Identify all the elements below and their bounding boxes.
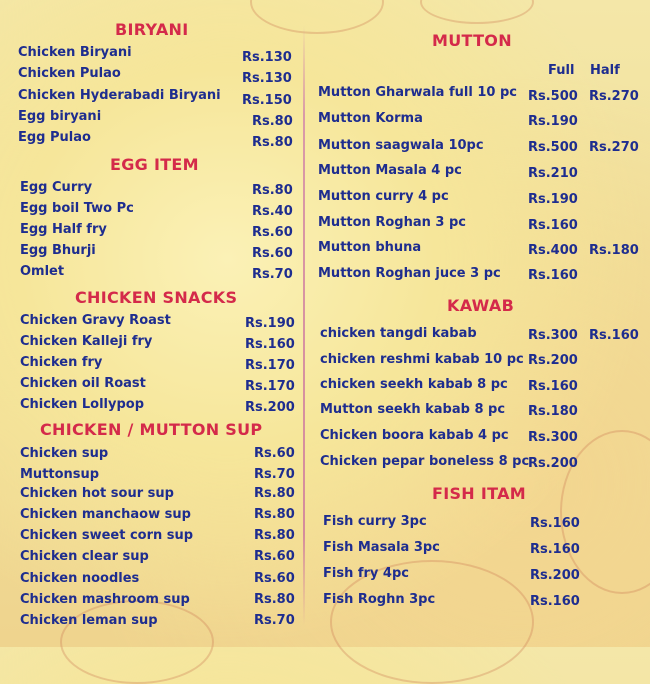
menu-item-name: Chicken hot sour sup (20, 486, 174, 501)
menu-item-name: Omlet (20, 264, 65, 279)
menu-item-price: Rs.200 (530, 568, 580, 583)
menu-item-price: Rs.70 (254, 613, 295, 628)
menu-item-price: Rs.70 (252, 267, 293, 282)
menu-item-name: Fish fry 4pc (323, 566, 409, 581)
section-title-chicken-snacks: CHICKEN SNACKS (75, 288, 238, 307)
menu-item-price: Rs.70 (254, 467, 295, 482)
menu-item-name: Mutton Roghan 3 pc (318, 215, 466, 230)
menu-item-name: Muttonsup (20, 467, 100, 482)
menu-item-name: Egg Curry (20, 180, 93, 195)
menu-item-price: Rs.80 (254, 507, 295, 522)
menu-item-name: Chicken pepar boneless 8 pc (320, 454, 530, 469)
menu-item-price: Rs.190 (245, 316, 295, 331)
menu-item-price-full: Rs.300 (528, 430, 578, 445)
menu-item-name: Chicken Biryani (18, 45, 132, 60)
menu-item-name: Chicken clear sup (20, 549, 149, 564)
section-title-biryani: BIRYANI (115, 20, 189, 39)
menu-item-price-full: Rs.160 (528, 268, 578, 283)
menu-item-name: Fish Masala 3pc (323, 540, 440, 555)
menu-item-price: Rs.60 (252, 225, 293, 240)
menu-item-price-full: Rs.400 (528, 243, 578, 258)
section-title-kawab: KAWAB (447, 296, 515, 315)
column-divider (303, 25, 305, 625)
menu-item-price-full: Rs.190 (528, 114, 578, 129)
menu-item-name: Chicken manchaow sup (20, 507, 191, 522)
menu-item-name: Egg boil Two Pc (20, 201, 134, 216)
menu-item-price-full: Rs.200 (528, 456, 578, 471)
full-column-header: Full (548, 63, 575, 78)
menu-item-price-half: Rs.270 (589, 140, 639, 155)
menu-item-name: Chicken Gravy Roast (20, 313, 171, 328)
menu-item-price-full: Rs.160 (528, 379, 578, 394)
menu-item-name: Mutton seekh kabab 8 pc (320, 402, 506, 417)
menu-item-name: chicken tangdi kabab (320, 326, 477, 341)
menu-item-name: Mutton Korma (318, 111, 423, 126)
menu-item-name: Mutton Gharwala full 10 pc (318, 85, 517, 100)
menu-item-price: Rs.80 (254, 592, 295, 607)
menu-item-price-full: Rs.200 (528, 353, 578, 368)
menu-item-name: Chicken sweet corn sup (20, 528, 194, 543)
menu-item-name: Chicken oil Roast (20, 376, 146, 391)
menu-item-name: Chicken fry (20, 355, 103, 370)
menu-item-price: Rs.160 (245, 337, 295, 352)
menu-item-price: Rs.170 (245, 379, 295, 394)
menu-item-price: Rs.80 (252, 183, 293, 198)
menu-item-name: Mutton Masala 4 pc (318, 163, 462, 178)
menu-item-price-full: Rs.160 (528, 218, 578, 233)
menu-item-price-full: Rs.190 (528, 192, 578, 207)
menu-item-name: Chicken Pulao (18, 66, 121, 81)
menu-item-name: chicken seekh kabab 8 pc (320, 377, 508, 392)
menu-item-price-full: Rs.210 (528, 166, 578, 181)
menu-item-price: Rs.160 (530, 542, 580, 557)
menu-item-price: Rs.160 (530, 516, 580, 531)
menu-item-name: Chicken Lollypop (20, 397, 144, 412)
menu-item-price: Rs.80 (254, 486, 295, 501)
menu-item-name: Mutton saagwala 10pc (318, 138, 484, 153)
menu-item-price-half: Rs.160 (589, 328, 639, 343)
section-title-mutton: MUTTON (432, 31, 512, 50)
menu-item-name: Fish Roghn 3pc (323, 592, 436, 607)
menu-item-price-full: Rs.500 (528, 140, 578, 155)
menu-item-name: Chicken Hyderabadi Biryani (18, 88, 221, 103)
decorative-swirl (250, 0, 384, 34)
menu-item-price: Rs.160 (530, 594, 580, 609)
section-title-fish-itam: FISH ITAM (432, 484, 526, 503)
menu-item-price: Rs.60 (252, 246, 293, 261)
menu-item-price-full: Rs.300 (528, 328, 578, 343)
menu-item-price: Rs.170 (245, 358, 295, 373)
menu-item-name: Mutton bhuna (318, 240, 422, 255)
menu-item-name: Chicken noodles (20, 571, 140, 586)
menu-item-price: Rs.150 (242, 93, 292, 108)
menu-item-name: chicken reshmi kabab 10 pc (320, 352, 524, 367)
menu-item-price-full: Rs.180 (528, 404, 578, 419)
menu-item-price: Rs.80 (252, 114, 293, 129)
menu-item-price: Rs.200 (245, 400, 295, 415)
menu-item-name: Egg Pulao (18, 130, 91, 145)
section-title-egg-item: EGG ITEM (110, 155, 199, 174)
menu-item-price: Rs.80 (252, 135, 293, 150)
menu-item-price-half: Rs.180 (589, 243, 639, 258)
menu-item-price-half: Rs.270 (589, 89, 639, 104)
menu-item-name: Mutton curry 4 pc (318, 189, 449, 204)
menu-item-name: Egg biryani (18, 109, 102, 124)
menu-item-price: Rs.40 (252, 204, 293, 219)
menu-item-price: Rs.60 (254, 571, 295, 586)
decorative-swirl (420, 0, 534, 24)
menu-item-price: Rs.60 (254, 549, 295, 564)
menu-item-name: Chicken leman sup (20, 613, 158, 628)
menu-item-name: Mutton Roghan juce 3 pc (318, 266, 501, 281)
menu-item-name: Fish curry 3pc (323, 514, 427, 529)
menu-item-price: Rs.60 (254, 446, 295, 461)
menu-item-name: Chicken mashroom sup (20, 592, 190, 607)
menu-item-price: Rs.80 (254, 528, 295, 543)
menu-item-name: Chicken Kalleji fry (20, 334, 153, 349)
menu-item-price: Rs.130 (242, 71, 292, 86)
menu-item-name: Egg Half fry (20, 222, 107, 237)
half-column-header: Half (590, 63, 620, 78)
menu-item-price-full: Rs.500 (528, 89, 578, 104)
menu-item-name: Chicken sup (20, 446, 109, 461)
menu-item-name: Egg Bhurji (20, 243, 96, 258)
menu-item-name: Chicken boora kabab 4 pc (320, 428, 509, 443)
section-title-chicken-mutton-sup: CHICKEN / MUTTON SUP (40, 420, 263, 439)
menu-item-price: Rs.130 (242, 50, 292, 65)
